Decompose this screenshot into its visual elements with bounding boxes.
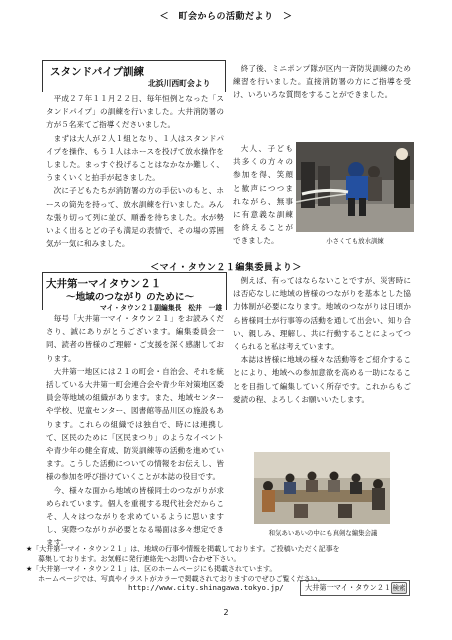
editorial-meeting-image <box>254 452 390 524</box>
bagpipe-title: スタンドパイプ訓練 <box>50 66 144 78</box>
bagpipe-right-column-top <box>233 62 411 102</box>
note-line: 募集しております。お気軽に発行連絡先へお問い合わせ下さい。 <box>38 555 241 563</box>
mytown-left-column <box>46 312 224 550</box>
note-line: ホームページでは、写真やイラストがカラーで掲載されておりますのでぜひご覧ください。 <box>38 575 325 583</box>
section-heading-activities: ＜ 町会からの活動だより ＞ <box>159 12 293 22</box>
bagpipe-paragraph: まずは大人が２人１組となり、１人はスタンドパイプを操作、もう１人はホースを投げて放水操作をしました。まっすぐ投げることはなかなか難しく、うまくいくと拍手が起きました。 <box>46 133 224 183</box>
editorial-meeting-photo <box>254 452 390 524</box>
mytown-paragraph: 毎号「大井第一マイ・タウン２１」をお読みくださり、誠にありがとうございます。編集委員会一同、読者の皆様のご理解・ご支援を深く感謝しております。 <box>46 314 224 363</box>
firefighting-drill-image <box>296 142 414 232</box>
bagpipe-author: 北浜川西町会より <box>148 79 211 88</box>
search-box[interactable] <box>300 580 410 596</box>
mytown-author: マイ・タウン２１副編集長 松井 一雄 <box>100 304 223 312</box>
search-query: 大井第一マイ・タウン２１ <box>305 583 392 592</box>
footer-notes <box>26 544 436 584</box>
mytown-paragraph: 本誌は皆様に地域の様々な活動等をご紹介することにより、地域への参加意欲を高める一助になることを目指して編集していく所存です。これからもご愛読の程、よろしくお願いいたします。 <box>233 355 411 404</box>
bagpipe-paragraph: 次に子どもたちが消防署の方の手伝いのもと、ホースの筒先を持って、放水訓練を行いました。みんな張り切って列に並び、順番を待ちました。水が勢いよく出るとどの子も満足の表情で、その場の雰囲気が一気に和みました。 <box>46 186 224 249</box>
mytown-right-column <box>233 274 411 406</box>
mytown-subtitle: ～地域のつながり のために～ <box>66 292 195 303</box>
page-number: 2 <box>223 608 229 617</box>
bagpipe-paragraph: 大人、子ども共多くの方々の参加を得、笑顔と歓声につつまれながら、無事に有意義な訓練を終えることができました。 <box>233 144 293 246</box>
section-heading-editors: ＜マイ・タウン２１編集委員より＞ <box>150 263 302 273</box>
search-button[interactable]: 検索 <box>392 584 406 592</box>
bagpipe-right-column-narrow <box>233 142 293 248</box>
mytown-title: 大井第一マイタウン２１ <box>46 278 162 290</box>
meeting-photo-caption: 和気あいあいの中にも真剣な編集会議 <box>268 529 378 537</box>
bagpipe-paragraph: 終了後、ミニポンプ隊が区内一斉防災訓練のため練習を行いました。直接消防署の方にご指導を受け、いろいろな質問をすることができました。 <box>233 64 411 100</box>
bagpipe-photo-caption: 小さくても放水訓練 <box>326 237 384 245</box>
bagpipe-paragraph: 平成２７年１１月２２日、毎年恒例となった「スタンドパイプ」の訓練を行いました。大井消防署の方が５名来てご指導くださいました。 <box>46 94 224 130</box>
note-line: ★「大井第一マイ・タウン２１」は、地域の行事や情報を掲載しております。ご投稿いただく記事を <box>26 545 340 553</box>
mytown-paragraph: 例えば、有ってはならないことですが、災害時には否応なしに地域の皆様のつながりを基本とした協力体制が必要になります。地域のつながりは日頃から皆様同士が行事等の活動を通して出会い、知り合い、親しみ、理解し、共に行動することによってつくられると私は考えています。 <box>233 276 411 352</box>
bagpipe-left-column <box>46 92 224 250</box>
mytown-paragraph: 大井第一地区には２１の町会・自治会、それを統括している大井第一町会連合会や青少年対策地区委員会等地域の組織があります。また、地域センターや学校、児童センター、図書館等品川区の施設もあります。これらの組織では独自で、時には連携して、区民のために「区民まつり」のようなイベントや青少年の健全育成、防災訓練等の活動を進めています。こうした活動についての情報をお伝えし、皆様の参加を呼び掛けていくことが本誌の役目です。 <box>46 366 224 482</box>
mytown-paragraph: 今、様々な面から地域の皆様同士のつながりが求められています。個人を重視する現代社会だからこそ、人々はつながりを求めているように思いますし、実際つながりが必要となる場面は多々想定できます。 <box>46 485 224 548</box>
firefighting-drill-photo <box>296 142 414 232</box>
homepage-url[interactable]: http://www.city.shinagawa.tokyo.jp/ <box>128 583 284 592</box>
note-line: ★「大井第一マイ・タウン２１」は、区のホームページにも掲載されています。 <box>26 565 277 573</box>
